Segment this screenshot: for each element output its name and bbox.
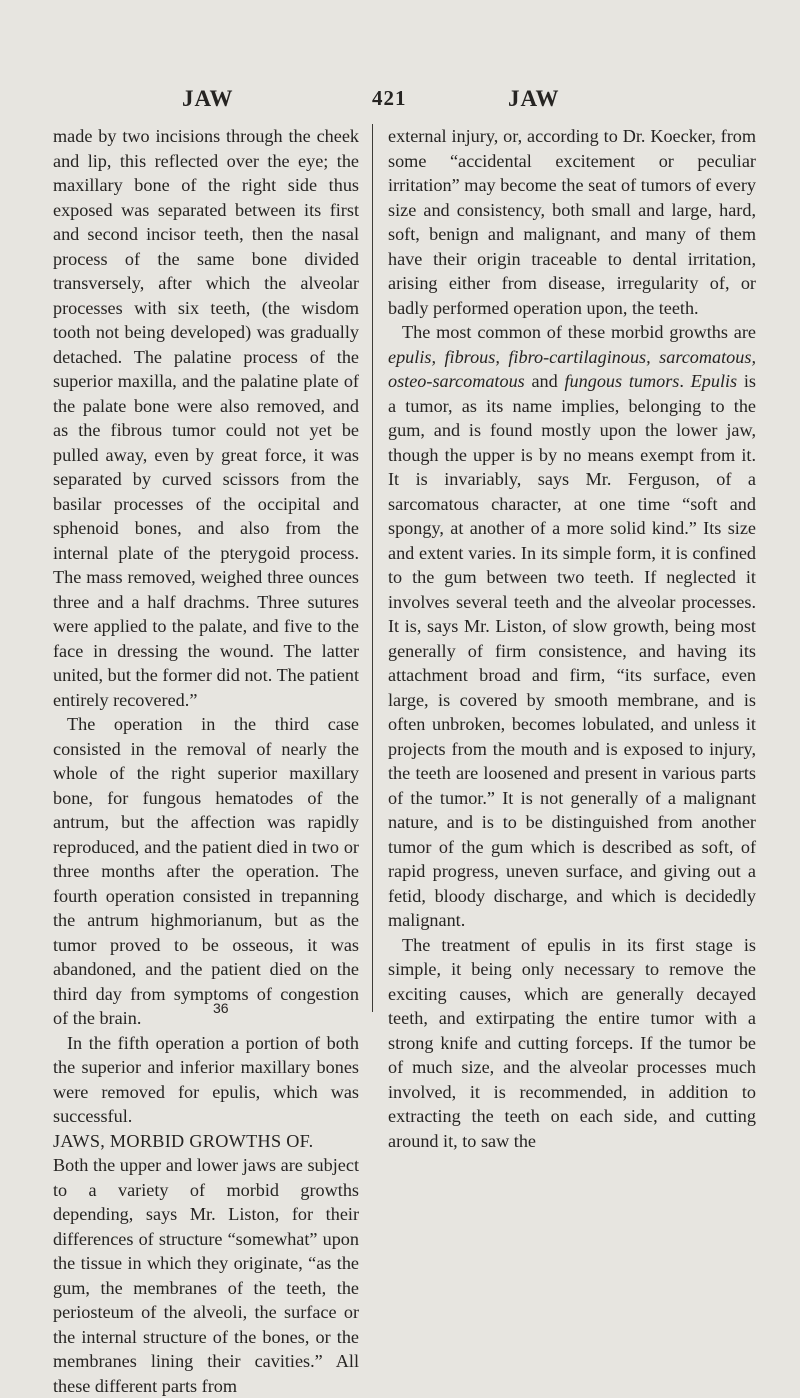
p2-text-a: The most common of these morbid growths are bbox=[402, 322, 756, 342]
p2-and: and bbox=[524, 371, 565, 391]
entry-heading: JAWS, MORBID GROWTHS OF. bbox=[53, 1130, 314, 1151]
right-column bbox=[388, 124, 756, 1153]
column-divider bbox=[372, 124, 373, 1012]
p2-text-c: is a tumor, as its name implies, belonging to the gum, and is found mostly upon the lower jaw, though the upper is by no means exempt from it. It is invariably, says Mr. Ferguson, of a sarcomatous character, at one time “soft and spongy, at another of a more solid kind.” Its size and extent varies. In its simple form, it is confined to the gum between two teeth. If neglected it involves several teeth and the alveolar processes. It is, says Mr. Liston, of slow growth, being most generally of firm consistence, and having its attachment broad and firm, “its surface, even large, is covered by smooth membrane, and is often unbroken, becomes lobulated, and unless it projects from the mouth and is exposed to injury, the teeth are loosened and present in various parts of the tumor.” It is not generally of a malignant nature, and is to be distinguished from another tumor of the gum which is described as soft, of rapid progress, uneven surface, and giving out a fetid, bloody discharge, and which is decidedly malignant. bbox=[388, 371, 757, 930]
running-head-right: JAW bbox=[508, 86, 560, 111]
left-paragraph-3: In the fifth operation a portion of both the superior and inferior maxillary bones were removed for epulis, which was successful. bbox=[53, 1032, 359, 1126]
right-paragraph-1: external injury, or, according to Dr. Koecker, from some “accidental excitement or peculiar irritation” may become the seat of tumors of every size and consistency, both small and large, hard, soft, benign and malignant, and many of them have their origin traceable to dental irritation, arising either from disease, irregularity of, or badly performed operation upon, the teeth. bbox=[388, 126, 756, 318]
left-paragraph-4: Both the upper and lower jaws are subject to a variety of morbid growths depending, says Mr. Liston, for their differences of structure “somewhat” upon the tissue in which they originate, “as the gum, the membranes of the teeth, the periosteum of the alveoli, the surface or the internal structure of the bones, or the membranes lining their cavities.” All these different parts from bbox=[53, 1155, 359, 1396]
p2-text-b: . bbox=[679, 371, 691, 391]
page-number: 421 bbox=[372, 86, 407, 110]
italic-epulis: Epulis bbox=[690, 371, 738, 391]
right-paragraph-3: The treatment of epulis in its first stage is simple, it being only necessary to remove the exciting causes, which are generally decayed teeth, and extirpating the entire tumor with a strong knife and cutting forceps. If the tumor be of much size, and the alveolar processes much involved, it is recommended, in addition to extracting the teeth on each side, and cutting around it, to saw the bbox=[388, 934, 756, 1151]
italic-fungous-tumors: fungous tumors bbox=[564, 371, 680, 391]
left-column bbox=[53, 124, 359, 1398]
left-paragraph-2: The operation in the third case consisted in the removal of nearly the whole of the right superior maxillary bone, for fungous hematodes of the antrum, but the affection was rapidly reproduced, and the patient died in two or three months after the operation. The fourth operation consisted in trepanning the antrum highmorianum, but as the tumor proved to be osseous, it was abandoned, and the patient died on the third day from symptoms of congestion of the brain. bbox=[53, 714, 359, 1028]
right-paragraph-2 bbox=[388, 320, 756, 933]
running-head-left: JAW bbox=[182, 86, 234, 111]
italic-tumor-types: epulis, fibrous, fibro-cartilaginous, sarcomatous, osteo-sarcomatous bbox=[388, 346, 756, 391]
left-paragraph-1: made by two incisions through the cheek and lip, this reflected over the eye; the maxillary bone of the right side thus exposed was separated between its first and second incisor teeth, then the nasal process of the same bone divided transversely, after which the alveolar processes with six teeth, (the wisdom tooth not being developed) was gradually detached. The palatine process of the superior maxilla, and the palatine plate of the palate bone were also removed, and as the fibrous tumor could not yet be pulled away, even by great force, it was separated by curved scissors from the basilar processes of the occipital and sphenoid bones, and also from the internal plate of the pterygoid process. The mass removed, weighed three ounces three and a half drachms. Three sutures were applied to the palate, and five to the face in dressing the wound. The latter united, but the former did not. The patient entirely recovered.” bbox=[53, 126, 359, 710]
signature-mark: 36 bbox=[213, 1000, 229, 1016]
